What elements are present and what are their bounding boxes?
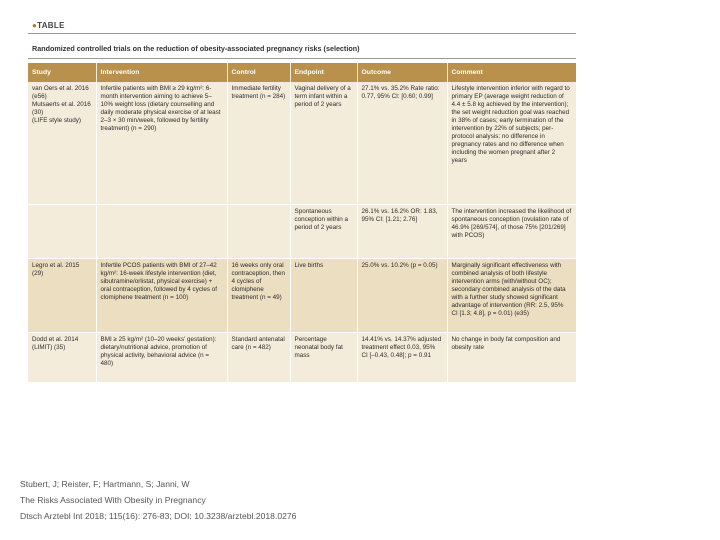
cell-control: Standard antenatal care (n = 482)	[227, 332, 290, 382]
cell-study	[28, 204, 96, 258]
table-row	[28, 204, 576, 258]
cell-comment: Marginally significant effectiveness with combined analysis of both lifestyle intervention arms (with/without OC); secondary combined analysis of the data with a further study showed significant advantage of intervention (RR: 2.5, 95% CI [1.3; 4.8], p = 0.01) (e35)	[447, 258, 576, 332]
cell-endpoint: Vaginal delivery of a term infant within a period of 2 years	[290, 82, 357, 204]
cell-study: Legro et al. 2015 (29)	[28, 258, 96, 332]
data-table	[28, 63, 576, 382]
cell-outcome: 25.0% vs. 10.2% (p = 0.05)	[357, 258, 447, 332]
rule-caption	[28, 58, 576, 59]
table-row	[28, 258, 576, 332]
cell-comment: The intervention increased the likelihood of spontaneous conception (ovulation rate of 46.9% [269/574], of those 75% [201/269] with PCOS)	[447, 204, 576, 258]
cell-comment: Lifestyle intervention inferior with regard to primary EP (average weight reduction of 4.4 ± 5.8 kg achieved by the intervention); the set weight reduction goal was reached in 38% of cases; early termination of the intervention by 22% of subjects; per-protocol analysis: no difference in pregnancy rates and no difference when including the women pregnant after 2 years	[447, 82, 576, 204]
footer-citation: Dtsch Arztebl Int 2018; 115(16): 276-83; DOI: 10.3238/arztebl.2018.0276	[20, 511, 297, 521]
cell-endpoint: Spontaneous conception within a period of 2 years	[290, 204, 357, 258]
table-tag-label: TABLE	[37, 21, 65, 30]
cell-intervention: BMI ≥ 25 kg/m² (10–20 weeks' gestation): dietary/nutritional advice, promotion of physical activity, behavioral advice (n = 480)	[96, 332, 227, 382]
table-caption: Randomized controlled trials on the reduction of obesity-associated pregnancy risks (selection)	[32, 44, 360, 53]
bullet-icon: ●	[32, 21, 38, 30]
cell-intervention: Infertile PCOS patients with BMI of 27–42 kg/m²: 16-week lifestyle intervention (diet, sibutramine/orlistat, physical exercise) + oral contraception, followed by 4 cycles of clomiphene treatment (n = 100)	[96, 258, 227, 332]
cell-outcome: 27.1% vs. 35.2% Rate ratio: 0.77, 95% CI: [0.60; 0.99]	[357, 82, 447, 204]
col-header-intervention: Intervention	[96, 63, 227, 82]
col-header-study: Study	[28, 63, 96, 82]
citation-footer	[20, 476, 296, 524]
cell-intervention: Infertile patients with BMI ≥ 29 kg/m²: 6-month intervention aiming to achieve 5–10% weight loss (dietary counselling and daily moderate physical exercise of at least 2–3 × 30 min/week, followed by fertility treatment) (n = 290)	[96, 82, 227, 204]
cell-control: Immediate fertility treatment (n = 284)	[227, 82, 290, 204]
cell-endpoint: Live births	[290, 258, 357, 332]
footer-title: The Risks Associated With Obesity in Pregnancy	[20, 495, 206, 505]
col-header-comment: Comment	[447, 63, 576, 82]
cell-control: 16 weeks only oral contraception, then 4 cycles of clomiphene treatment (n = 49)	[227, 258, 290, 332]
table-row	[28, 82, 576, 204]
table-figure	[28, 20, 576, 382]
cell-study: Dodd et al. 2014 (LIMIT) (35)	[28, 332, 96, 382]
col-header-outcome: Outcome	[357, 63, 447, 82]
col-header-endpoint: Endpoint	[290, 63, 357, 82]
cell-endpoint: Percentage neonatal body fat mass	[290, 332, 357, 382]
table-row	[28, 332, 576, 382]
rule-top	[28, 33, 576, 34]
cell-control	[227, 204, 290, 258]
table-header-row	[28, 63, 576, 82]
footer-authors: Stubert, J; Reister, F; Hartmann, S; Janni, W	[20, 479, 190, 489]
table-tag	[32, 21, 65, 30]
cell-outcome: 14.41% vs. 14.37% adjusted treatment effect 0.03, 95% CI [–0.43, 0.48]; p = 0.91	[357, 332, 447, 382]
cell-comment: No change in body fat composition and obesity rate	[447, 332, 576, 382]
cell-intervention	[96, 204, 227, 258]
cell-outcome: 26.1% vs. 16.2% OR: 1.83, 95% CI: [1.21; 2.76]	[357, 204, 447, 258]
cell-study: van Oers et al. 2016 (e56) Mutsaerts et al. 2016 (30) (LIFE style study)	[28, 82, 96, 204]
col-header-control: Control	[227, 63, 290, 82]
